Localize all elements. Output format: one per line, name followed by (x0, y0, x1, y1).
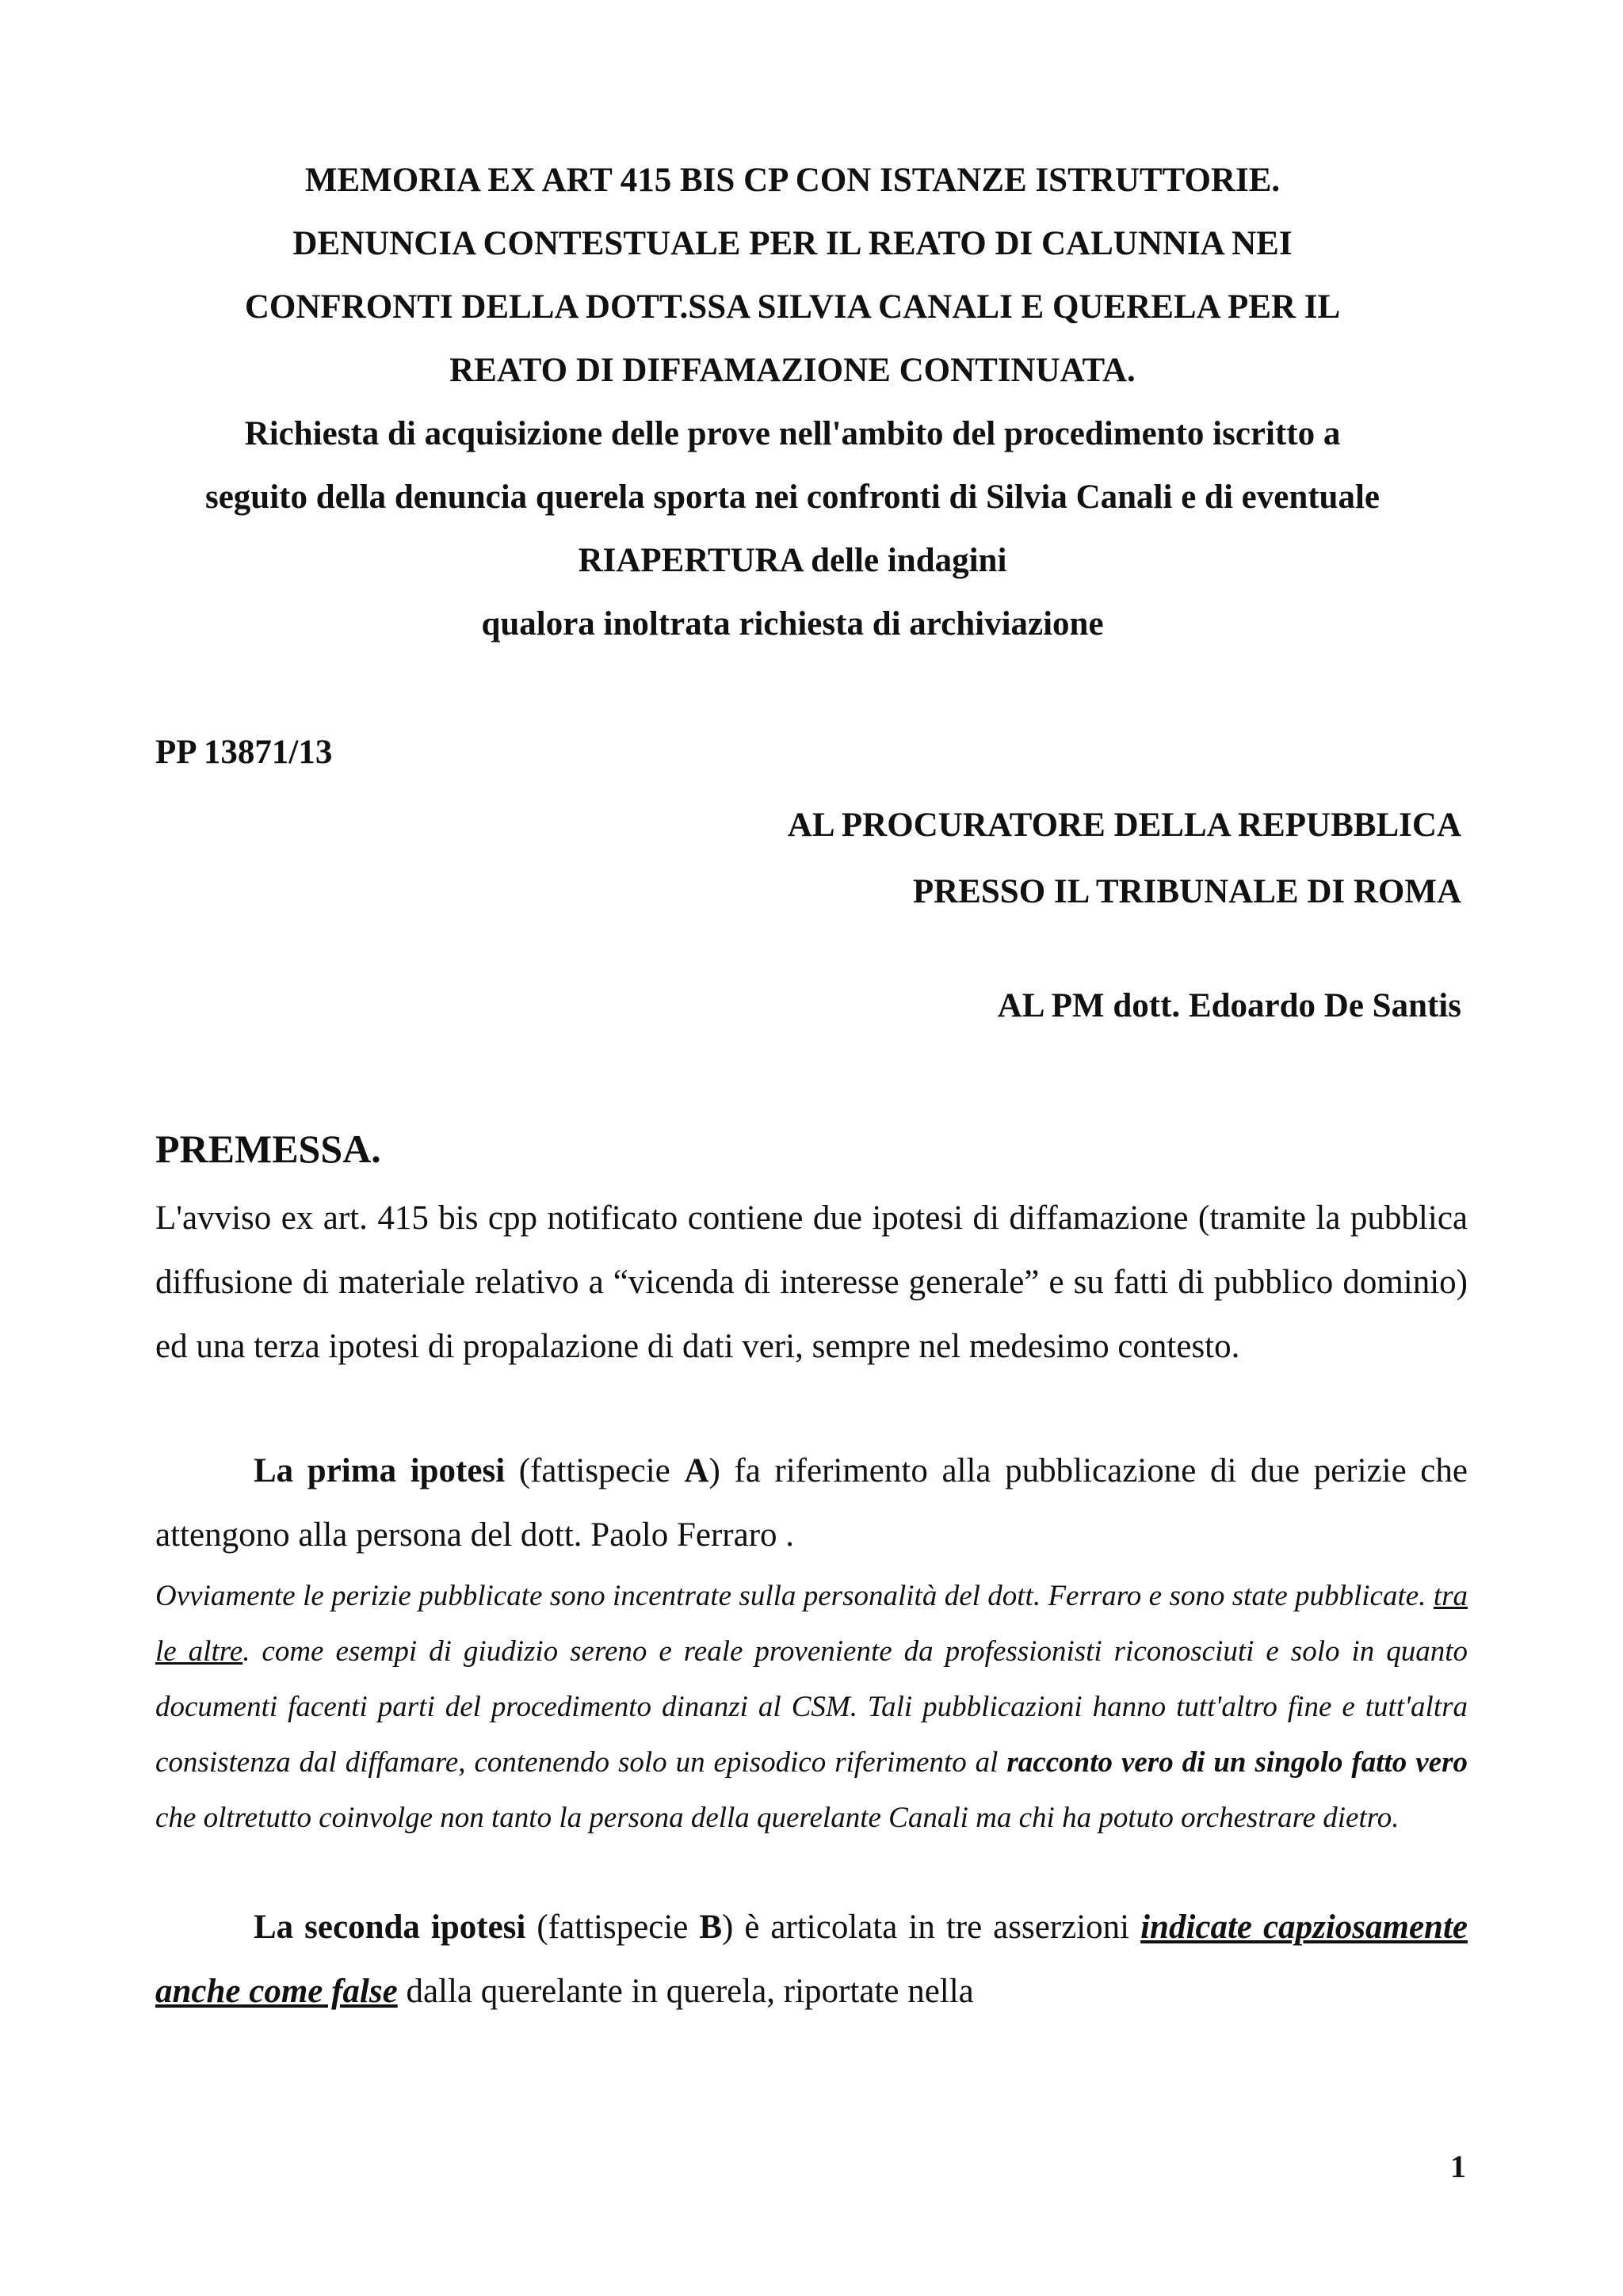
pm-addressee: AL PM dott. Edoardo De Santis (997, 987, 1461, 1024)
note-text: Ovviamente le perizie pubblicate sono incentrate sulla personalità del dott. Ferraro e sono state pubblicate. (155, 1580, 1434, 1612)
paragraph-3-text: ) è articolata in tre asserzioni (722, 1909, 1141, 1946)
paragraph-2-letter: A (684, 1452, 709, 1489)
paragraph-2-text: ) fa riferimento alla pubblicazione di due perizie che attengono alla persona del dott. Paolo Ferraro . (155, 1452, 1468, 1554)
paragraph-3-text: dalla querelante in querela, riportate nella (397, 1973, 974, 2010)
paragraph-2 (155, 1439, 1468, 1567)
title-line: CONFRONTI DELLA DOTT.SSA SILVIA CANALI E QUERELA PER IL (244, 288, 1341, 326)
addressee-block (788, 792, 1461, 925)
document-title (119, 149, 1466, 656)
addressee-line: PRESSO IL TRIBUNALE DI ROMA (912, 873, 1461, 910)
note-text: che oltretutto coinvolge non tanto la persona della querelante Canali ma chi ha potuto orchestrare dietro. (155, 1802, 1400, 1834)
paragraph-2-text: (fattispecie (505, 1452, 685, 1489)
title-line: qualora inoltrata richiesta di archiviazione (481, 605, 1104, 643)
addressee-line: AL PROCURATORE DELLA REPUBBLICA (787, 807, 1461, 844)
page-number: 1 (1450, 2149, 1466, 2184)
paragraph-3-lead: La seconda ipotesi (254, 1909, 526, 1946)
title-line: DENUNCIA CONTESTUALE PER IL REATO DI CALUNNIA NEI (292, 225, 1293, 262)
note-bold-text: racconto vero di un singolo fatto vero (1006, 1746, 1468, 1779)
title-line: MEMORIA EX ART 415 BIS CP CON ISTANZE ISTRUTTORIE. (304, 162, 1281, 199)
section-heading: PREMESSA. (155, 1127, 381, 1171)
paragraph-3-emphasis: indicate capziosamente anche come false (155, 1909, 1468, 2010)
paragraph-1: L'avviso ex art. 415 bis cpp notificato contiene due ipotesi di diffamazione (tramite la pubblica diffusione di materiale relativo a “vicenda di interesse generale” e su fatti di pubblico dominio) ed una terza ipotesi di propalazione di dati veri, sempre nel medesimo contesto. (155, 1199, 1468, 1365)
paragraph-3-letter: B (699, 1909, 723, 1946)
title-line: Richiesta di acquisizione delle prove nell'ambito del procedimento iscritto a (244, 415, 1341, 452)
title-line: RIAPERTURA delle indagini (578, 542, 1007, 579)
italic-note (155, 1569, 1468, 1846)
note-text: . come esempi di giudizio sereno e reale proveniente da professionisti riconosciuti e solo in quanto documenti facenti parti del procedimento dinanzi al CSM. Tali pubblicazioni hanno tutt'altro fine e tutt'altra consistenza dal diffamare, contenendo solo un episodico riferimento al (155, 1635, 1468, 1779)
paragraph-2-lead: La prima ipotesi (254, 1452, 506, 1489)
title-line: seguito della denuncia querela sporta nei confronti di Silvia Canali e di eventuale (204, 479, 1380, 516)
paragraph-3 (155, 1895, 1468, 2023)
case-number: PP 13871/13 (155, 734, 333, 771)
title-line: REATO DI DIFFAMAZIONE CONTINUATA. (449, 352, 1136, 389)
note-underlined-text: tra le altre (155, 1580, 1468, 1668)
paragraph-3-text: (fattispecie (525, 1909, 700, 1946)
